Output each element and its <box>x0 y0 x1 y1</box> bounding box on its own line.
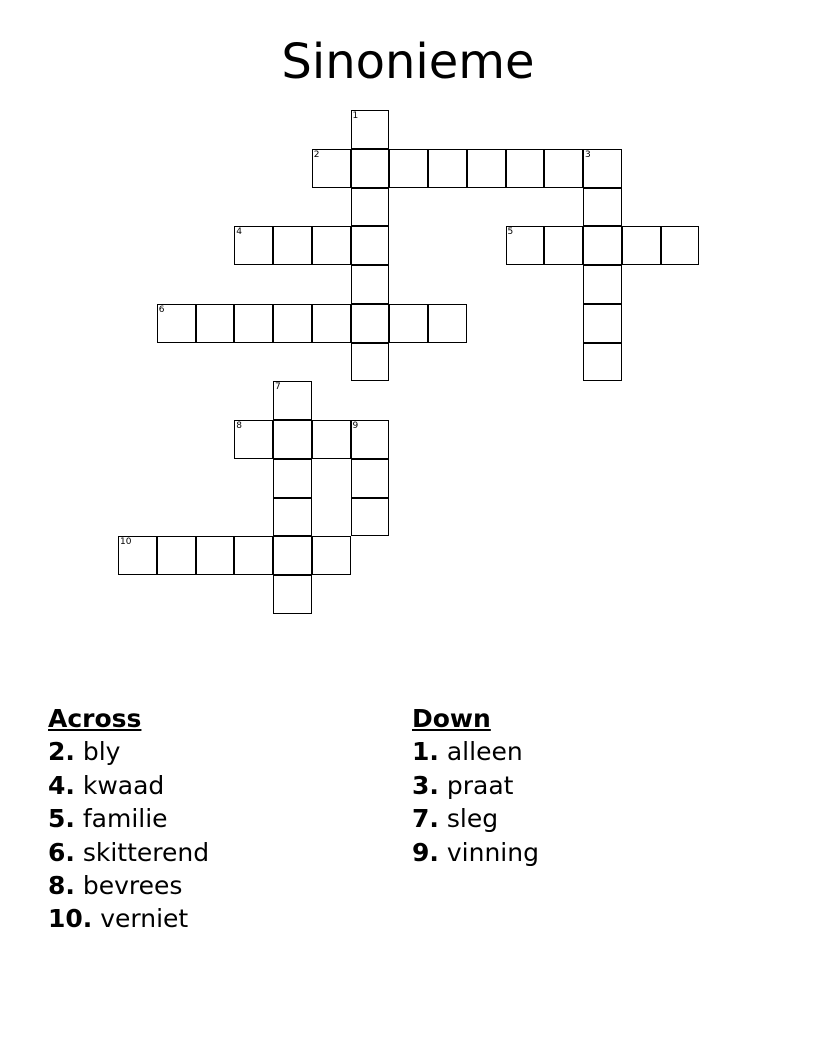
grid-cell[interactable] <box>389 149 428 188</box>
clue-number: 2. <box>48 737 75 767</box>
cell-number: 9 <box>352 421 359 431</box>
grid-cell[interactable] <box>273 498 312 537</box>
grid-cell[interactable] <box>622 226 661 265</box>
grid-cell[interactable] <box>544 226 583 265</box>
clue-down-9 <box>412 836 539 869</box>
across-clues <box>48 702 209 936</box>
clue-number: 3. <box>412 770 439 800</box>
grid-cell[interactable] <box>157 536 196 575</box>
clue-down-1 <box>412 735 539 768</box>
cell-number: 10 <box>120 537 132 548</box>
grid-cell[interactable] <box>351 498 390 537</box>
clue-number: 6. <box>48 837 75 867</box>
clue-text: kwaad <box>82 770 165 800</box>
grid-cell[interactable] <box>273 536 312 575</box>
grid-cell[interactable] <box>196 536 235 575</box>
grid-cell[interactable] <box>428 304 467 343</box>
grid-cell[interactable] <box>273 304 312 343</box>
grid-cell[interactable] <box>583 226 622 265</box>
clue-number: 8. <box>48 871 75 901</box>
grid-cell[interactable] <box>196 304 235 343</box>
clue-number: 9. <box>412 837 439 867</box>
grid-cell[interactable] <box>273 420 312 459</box>
clue-text: alleen <box>446 737 523 767</box>
cell-number: 4 <box>236 227 242 238</box>
cell-number: 6 <box>158 304 165 315</box>
grid-cell[interactable] <box>157 304 196 343</box>
clue-text: sleg <box>446 804 499 834</box>
cell-number: 5 <box>507 227 514 238</box>
clue-number: 1. <box>412 737 439 767</box>
clue-text: praat <box>446 770 514 800</box>
clue-text: bevrees <box>82 871 183 901</box>
cell-number: 2 <box>313 149 320 160</box>
across-clue-list <box>48 735 209 935</box>
clue-number: 4. <box>48 770 75 800</box>
clue-number: 5. <box>48 804 75 834</box>
grid-cell[interactable] <box>234 536 273 575</box>
clue-across-2 <box>48 735 209 768</box>
grid-cell[interactable] <box>312 226 351 265</box>
clue-across-6 <box>48 836 209 869</box>
cell-number: 8 <box>236 421 242 431</box>
grid-cell[interactable] <box>273 226 312 265</box>
page-title: Sinonieme <box>281 34 535 90</box>
clue-text: bly <box>82 737 121 767</box>
down-clues <box>412 702 539 869</box>
grid-cell[interactable] <box>118 536 157 575</box>
grid-cell[interactable] <box>583 265 622 304</box>
grid-cell[interactable] <box>351 149 390 188</box>
clue-across-5 <box>48 802 209 835</box>
grid-cell[interactable] <box>467 149 506 188</box>
clue-number: 7. <box>412 804 439 834</box>
grid-cell[interactable] <box>351 265 390 304</box>
clue-across-10 <box>48 902 209 935</box>
grid-cell[interactable] <box>234 420 273 459</box>
grid-cell[interactable] <box>273 575 312 614</box>
grid-cell[interactable] <box>351 188 390 227</box>
clue-text: familie <box>82 804 168 834</box>
grid-cell[interactable] <box>312 304 351 343</box>
grid-cell[interactable] <box>506 226 545 265</box>
clue-down-7 <box>412 802 539 835</box>
grid-cell[interactable] <box>661 226 700 265</box>
grid-cell[interactable] <box>428 149 467 188</box>
grid-cell[interactable] <box>583 304 622 343</box>
grid-cell[interactable] <box>583 149 622 188</box>
cell-number: 3 <box>585 149 591 160</box>
down-heading: Down <box>412 704 491 733</box>
grid-cell[interactable] <box>351 226 390 265</box>
grid-cell[interactable] <box>506 149 545 188</box>
grid-cell[interactable] <box>312 536 351 575</box>
clue-number: 10. <box>48 904 93 934</box>
clue-text: vinning <box>446 837 539 867</box>
grid-cell[interactable] <box>351 343 390 382</box>
grid-cell[interactable] <box>312 149 351 188</box>
clue-text: skitterend <box>82 837 210 867</box>
grid-cell[interactable] <box>351 304 390 343</box>
clue-across-4 <box>48 769 209 802</box>
grid-cell[interactable] <box>312 420 351 459</box>
grid-cell[interactable] <box>273 459 312 498</box>
grid-cell[interactable] <box>351 420 390 459</box>
grid-cell[interactable] <box>583 188 622 227</box>
clue-down-3 <box>412 769 539 802</box>
grid-cell[interactable] <box>351 110 390 149</box>
grid-cell[interactable] <box>389 304 428 343</box>
down-clue-list <box>412 735 539 869</box>
grid-cell[interactable] <box>273 381 312 420</box>
grid-cell[interactable] <box>583 343 622 382</box>
grid-cell[interactable] <box>234 304 273 343</box>
across-heading: Across <box>48 704 142 733</box>
cell-number: 7 <box>275 382 281 393</box>
clue-text: verniet <box>100 904 189 934</box>
grid-cell[interactable] <box>234 226 273 265</box>
grid-cell[interactable] <box>351 459 390 498</box>
grid-cell[interactable] <box>544 149 583 188</box>
cell-number: 1 <box>352 111 359 121</box>
clue-across-8 <box>48 869 209 902</box>
